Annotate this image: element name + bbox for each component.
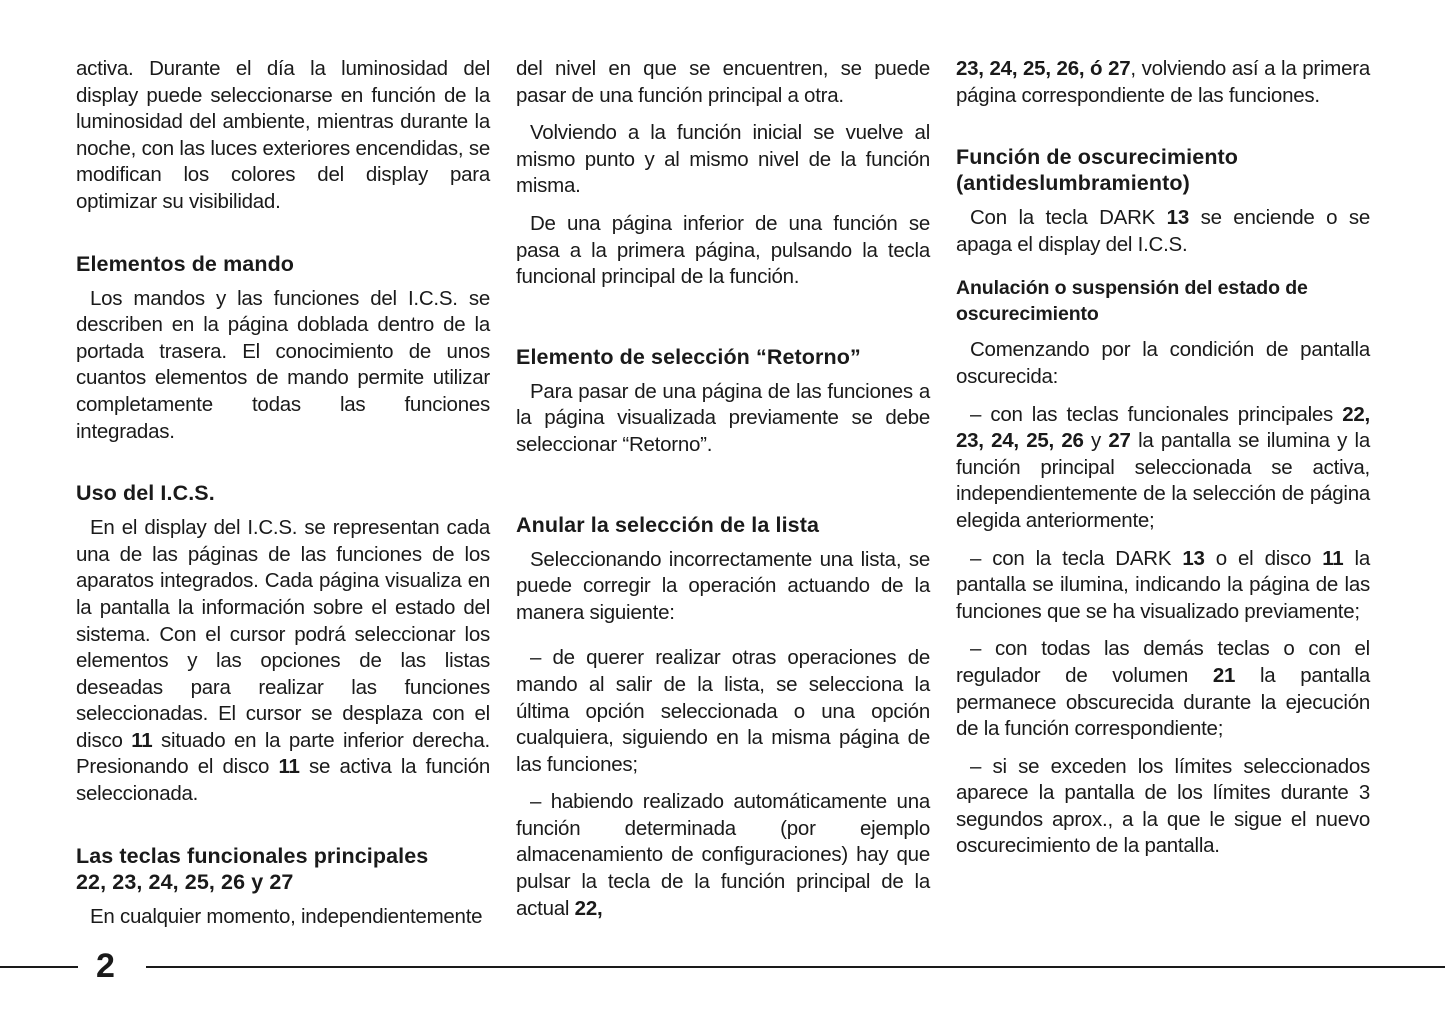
key-number-13: 13 [1166, 206, 1189, 230]
key-numbers: 23, 24, 25, 26, ó 27 [956, 57, 1131, 80]
paragraph-demas-teclas: – con todas las demás teclas o con el regulador de volumen 21 la pantalla permanece obscurecida durante la ejecución de la función correspondiente; [956, 637, 1371, 741]
key-number-22: 22, [574, 896, 603, 920]
paragraph-intro: activa. Durante el día la luminosidad del display puede seleccionarse en función de la luminosidad del ambiente, mientras durante la noche, con las luces exteriores encendidas, se modifican los colores del display para optimizar su visibilidad. [76, 57, 490, 213]
paragraph-teclas-principales: – con las teclas funcionales principales 22, 23, 24, 25, 26 y 27 la pantalla se ilumina y la función principal seleccionada se activa, independientemente de la selección de página elegida anteriormente; [956, 402, 1370, 532]
paragraph-uso: En el display del I.C.S. se representan cada una de las páginas de las funciones de los aparatos integrados. Cada página visualiza en la pantalla la información sobre el estado del sistema. Con el cursor podrá seleccionar los elementos y las opciones de las listas deseadas para realizar las funciones seleccionadas. El cursor se desplaza con el disco 11 situado en la parte inferior derecha. Presionando el disco 11 se activa la función seleccionada. [76, 516, 491, 806]
paragraph-retorno: Para pasar de una página de las funciones a la página visualizada previamente se debe seleccionar “Retorno”. [516, 379, 930, 456]
heading-anulacion: Anulación o suspensión del estado de oscurecimiento [956, 277, 1308, 326]
paragraph-anular: Seleccionando incorrectamente una lista, se puede corregir la operación actuando de la manera siguiente: [516, 547, 930, 624]
column-1 [76, 56, 490, 941]
page-number: 2 [96, 947, 115, 985]
footer-rule-right [146, 966, 1445, 968]
column-3 [956, 56, 1370, 871]
key-number-11: 11 [131, 728, 153, 752]
key-number-27: 27 [1108, 429, 1131, 453]
key-number-13: 13 [1182, 546, 1205, 570]
heading-anular-seleccion: Anular la selección de la lista [516, 512, 820, 537]
paragraph-pagina-inferior: De una página inferior de una función se pasa a la primera página, pulsando la tecla funcional principal de la función. [516, 211, 930, 289]
paragraph-comenzando: Comenzando por la condición de pantalla oscurecida: [956, 338, 1370, 388]
paragraph-dash-2: – habiendo realizado automáticamente una función determinada (por ejemplo almacenamiento de configuraciones) hay que pulsar la tecla de la función principal de la actual 22, [516, 790, 930, 920]
paragraph-elementos: Los mandos y las funciones del I.C.S. se describen en la página doblada dentro de la portada trasera. El conocimiento de unos cuantos elementos de mando permite utilizar completamente todas las funciones integradas. [76, 286, 490, 443]
footer-rule-left [0, 966, 78, 968]
heading-uso-ics: Uso del I.C.S. [76, 481, 215, 506]
paragraph-dark: Con la tecla DARK 13 se enciende o se apaga el display del I.C.S. [956, 206, 1370, 256]
heading-retorno: Elemento de selección “Retorno” [516, 344, 861, 369]
column-2 [516, 56, 930, 933]
key-number-21: 21 [1212, 663, 1236, 687]
heading-elementos-de-mando: Elementos de mando [76, 251, 295, 276]
heading-oscurecimiento: Función de oscurecimiento (antideslumbramiento) [956, 145, 1239, 196]
heading-teclas-funcionales: Las teclas funcionales principales 22, 23, 24, 25, 26 y 27 [76, 843, 429, 894]
paragraph-teclas: En cualquier momento, independientemente [90, 904, 483, 928]
paragraph-dark-disco: – con la tecla DARK 13 o el disco 11 la pantalla se ilumina, indicando la página de las funciones que se ha visualizado previamente; [956, 546, 1370, 623]
paragraph-nivel: del nivel en que se encuentren, se puede pasar de una función principal a otra. [516, 57, 930, 107]
key-number-11: 11 [1322, 546, 1344, 570]
paragraph-dash-1: – de querer realizar otras operaciones de mando al salir de la lista, se selecciona la última opción seleccionada o una opción cualquiera, siguiendo en la misma página de las funciones; [516, 646, 930, 776]
paragraph-limites: – si se exceden los límites seleccionados aparece la pantalla de los límites durante 3 segundos aprox., a la que le sigue el nuevo oscurecimiento de la pantalla. [956, 754, 1370, 858]
paragraph-continuation: 23, 24, 25, 26, ó 27, volviendo así a la primera página correspondiente de las funciones. [956, 57, 1370, 107]
key-numbers: 22, 23, 24, 25, 26 [956, 402, 1370, 453]
paragraph-volviendo: Volviendo a la función inicial se vuelve al mismo punto y al mismo nivel de la función misma. [516, 121, 930, 198]
key-number-11: 11 [278, 755, 300, 779]
